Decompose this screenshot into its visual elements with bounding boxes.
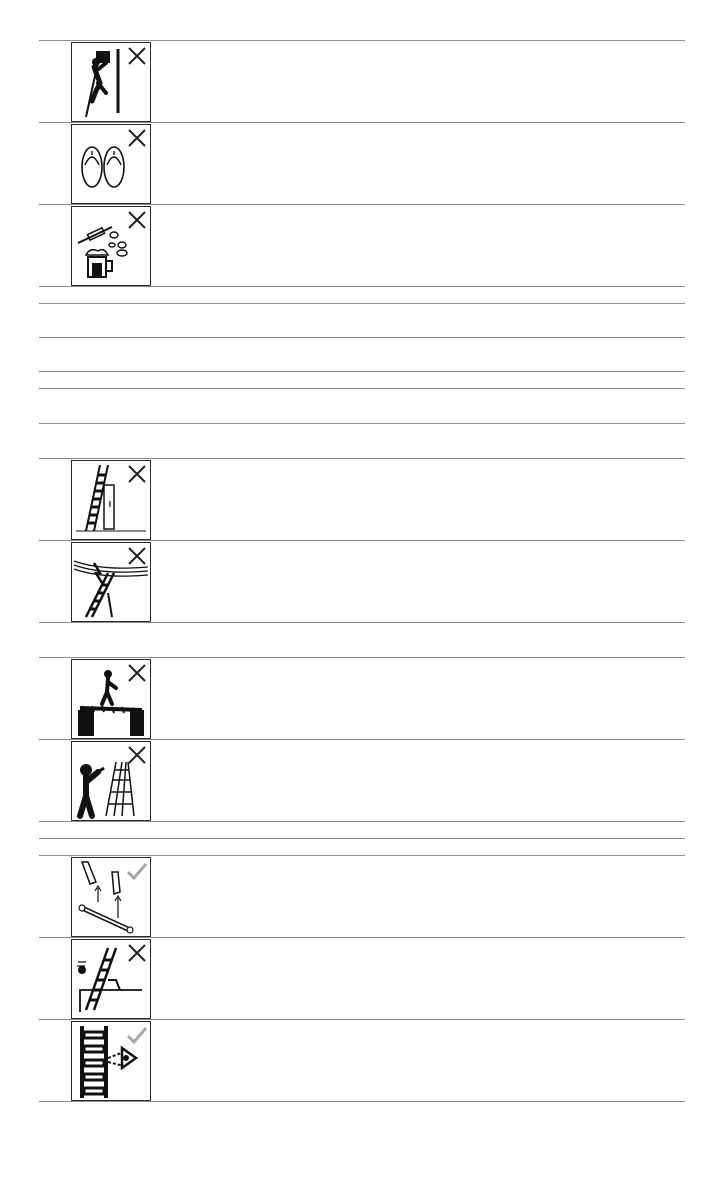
x-mark-icon: [126, 463, 148, 485]
ladder-leaning-on-door-icon: [71, 460, 151, 540]
ladder-feet-attachment-icon: [71, 857, 151, 937]
person-walking-on-ladder-bridge-icon: [71, 659, 151, 739]
ladder-near-power-lines-icon: [71, 542, 151, 622]
table-rule: [39, 540, 685, 541]
x-mark-icon: [126, 127, 148, 149]
table-rule: [39, 821, 685, 822]
table-rule: [39, 40, 685, 41]
check-mark-icon: [126, 1024, 148, 1046]
table-rule: [39, 739, 685, 740]
table-rule: [39, 286, 685, 287]
table-rule: [39, 855, 685, 856]
x-mark-icon: [126, 662, 148, 684]
table-rule: [39, 303, 685, 304]
syringe-pills-beer-icon: [71, 206, 151, 286]
table-rule: [39, 657, 685, 658]
table-rule: [39, 937, 685, 938]
table-rule: [39, 838, 685, 839]
table-rule: [39, 1019, 685, 1020]
check-mark-icon: [126, 860, 148, 882]
flip-flop-sandals-icon: [71, 124, 151, 204]
eye-inspecting-ladder-icon: [71, 1021, 151, 1101]
table-rule: [39, 388, 685, 389]
x-mark-icon: [126, 744, 148, 766]
x-mark-icon: [126, 942, 148, 964]
person-modifying-ladder-icon: [71, 741, 151, 821]
x-mark-icon: [126, 45, 148, 67]
table-rule: [39, 122, 685, 123]
table-rule: [39, 458, 685, 459]
table-rule: [39, 1101, 685, 1102]
person-climbing-ladder-carrying-box-icon: [71, 42, 151, 122]
table-rule: [39, 622, 685, 623]
table-rule: [39, 423, 685, 424]
table-rule: [39, 371, 685, 372]
x-mark-icon: [126, 209, 148, 231]
x-mark-icon: [126, 545, 148, 567]
ladder-on-ledge-falling-icon: [71, 939, 151, 1019]
table-rule: [39, 204, 685, 205]
table-rule: [39, 337, 685, 338]
